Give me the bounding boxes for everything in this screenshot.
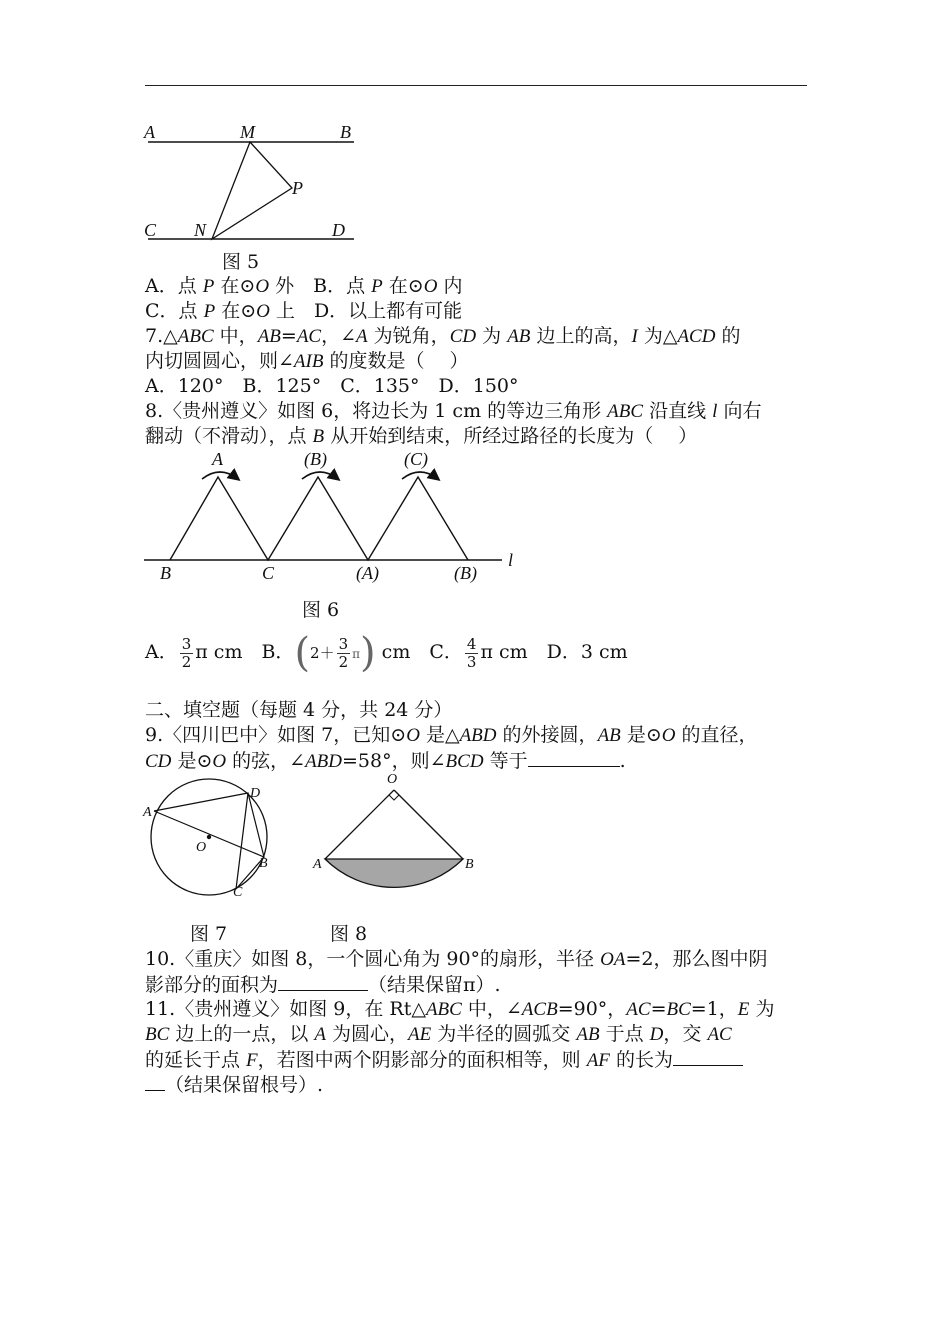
q11-line-2: BC 边上的一点，以 A 为圆心，AE 为半径的圆弧交 AB 于点 D，交 AC <box>145 1023 732 1045</box>
fig6-arrow-2 <box>302 472 338 479</box>
figure-6 <box>140 445 530 590</box>
fig5-caption: 图 5 <box>222 251 260 273</box>
fig5-label-c: C <box>144 220 157 240</box>
fig6-label-l: l <box>508 550 514 570</box>
q9-line-1: 9.〈四川巴中〉如图 7，已知⊙O 是△ABD 的外接圆，AB 是⊙O 的直径， <box>145 724 758 746</box>
q6-options-cd: C．点 P 在⊙O 上 D．以上都有可能 <box>145 300 463 322</box>
fig8-label-o: O <box>387 772 398 787</box>
fig7-label-o: O <box>196 840 207 855</box>
fig7-center-dot <box>207 835 211 839</box>
fig5-label-b: B <box>340 122 351 142</box>
fig5-label-p: P <box>292 178 303 198</box>
fig6-top-label-3: (C) <box>404 449 428 469</box>
q11-line-1: 11.〈贵州遵义〉如图 9，在 Rt△ABC 中，∠ACB=90°，AC=BC=1，E 为 <box>145 998 775 1020</box>
q7-line-1: 7.△ABC 中，AB=AC，∠A 为锐角，CD 为 AB 边上的高，I 为△ACD 的 <box>145 325 741 347</box>
fig8-label-a: A <box>313 857 322 872</box>
figure-7 <box>140 775 280 905</box>
fig8-label-b: B <box>465 857 474 872</box>
fig6-bottom-label-3: (A) <box>356 563 379 583</box>
q11-line-4: （结果保留根号）. <box>145 1072 323 1097</box>
fig5-label-d: D <box>332 220 345 240</box>
fig5-label-a: A <box>144 122 155 142</box>
fig6-arrow-1 <box>202 472 238 479</box>
fig7-label-c: C <box>233 885 243 900</box>
q7-line-2: 内切圆圆心，则∠AIB 的度数是（ ） <box>145 350 469 372</box>
q10-line-2: 影部分的面积为 （结果保留π）. <box>145 974 501 996</box>
fig8-radius-ob <box>394 790 463 859</box>
fig7-label-b: B <box>259 856 268 871</box>
q6-options-ab: A．点 P 在⊙O 外 B．点 P 在⊙O 内 <box>145 275 463 297</box>
figure-8 <box>305 768 490 903</box>
fig6-top-label-1: A <box>212 449 223 469</box>
fig8-radius-oa <box>325 790 394 859</box>
q8-line-2: 翻动（不滑动），点 B 从开始到结束，所经过路径的长度为（ ） <box>145 425 698 447</box>
fig7-label-d: D <box>250 786 261 801</box>
q8-frac-a: $\frac{3}{2}$ <box>181 634 192 671</box>
fig6-triangles <box>170 477 468 560</box>
section-2-heading: 二、填空题（每题 4 分，共 24 分） <box>145 699 453 721</box>
figure-5 <box>140 118 370 248</box>
fig6-top-label-2: (B) <box>304 449 327 469</box>
fig7-chord-cd <box>236 793 248 889</box>
fig5-label-n: N <box>194 220 207 240</box>
q10-line-1: 10.〈重庆〉如图 8，一个圆心角为 90°的扇形，半径 OA=2，那么图中阴 <box>145 948 768 970</box>
q11-line-3: 的延长于点 F，若图中两个阴影部分的面积相等，则 AF 的长为 <box>145 1047 743 1073</box>
fig6-bottom-label-2: C <box>262 563 275 583</box>
q9-line-2: CD 是⊙O 的弦，∠ABD=58°，则∠BCD 等于 . <box>145 750 626 772</box>
q10-answer-blank[interactable] <box>278 972 368 991</box>
q8-frac-b: $\frac{3}{2}$ <box>338 634 349 671</box>
q9-answer-blank[interactable] <box>528 748 620 767</box>
fig7-triangle-abd <box>154 793 264 857</box>
q8-frac-c: $\frac{4}{3}$ <box>466 634 477 671</box>
fig5-triangle-mpn <box>212 142 292 239</box>
fig6-arrow-3 <box>402 472 438 479</box>
header-rule <box>145 85 807 86</box>
fig8-right-angle-mark <box>389 795 399 800</box>
fig6-caption: 图 6 <box>302 599 340 621</box>
fig7-caption: 图 7 <box>190 923 228 945</box>
fig7-label-a: A <box>143 805 152 820</box>
q8-line-1: 8.〈贵州遵义〉如图 6，将边长为 1 cm 的等边三角形 ABC 沿直线 l 向右 <box>145 400 762 422</box>
fig8-caption: 图 8 <box>330 923 368 945</box>
q7-options: A．120° B．125° C．135° D．150° <box>145 375 519 397</box>
fig6-bottom-label-1: B <box>160 563 171 583</box>
q8-options: A． $\frac{3}{2}$ π cm B．(2＋ $\frac{3}{2}$ π) cm C． $\frac{4}{3}$ π cm D．3 cm <box>145 630 628 676</box>
q11-answer-blank-2[interactable] <box>145 1072 165 1091</box>
q11-answer-blank-1[interactable] <box>673 1047 743 1066</box>
fig5-label-m: M <box>240 122 255 142</box>
fig8-shaded-segment <box>325 859 463 887</box>
fig6-bottom-label-4: (B) <box>454 563 477 583</box>
